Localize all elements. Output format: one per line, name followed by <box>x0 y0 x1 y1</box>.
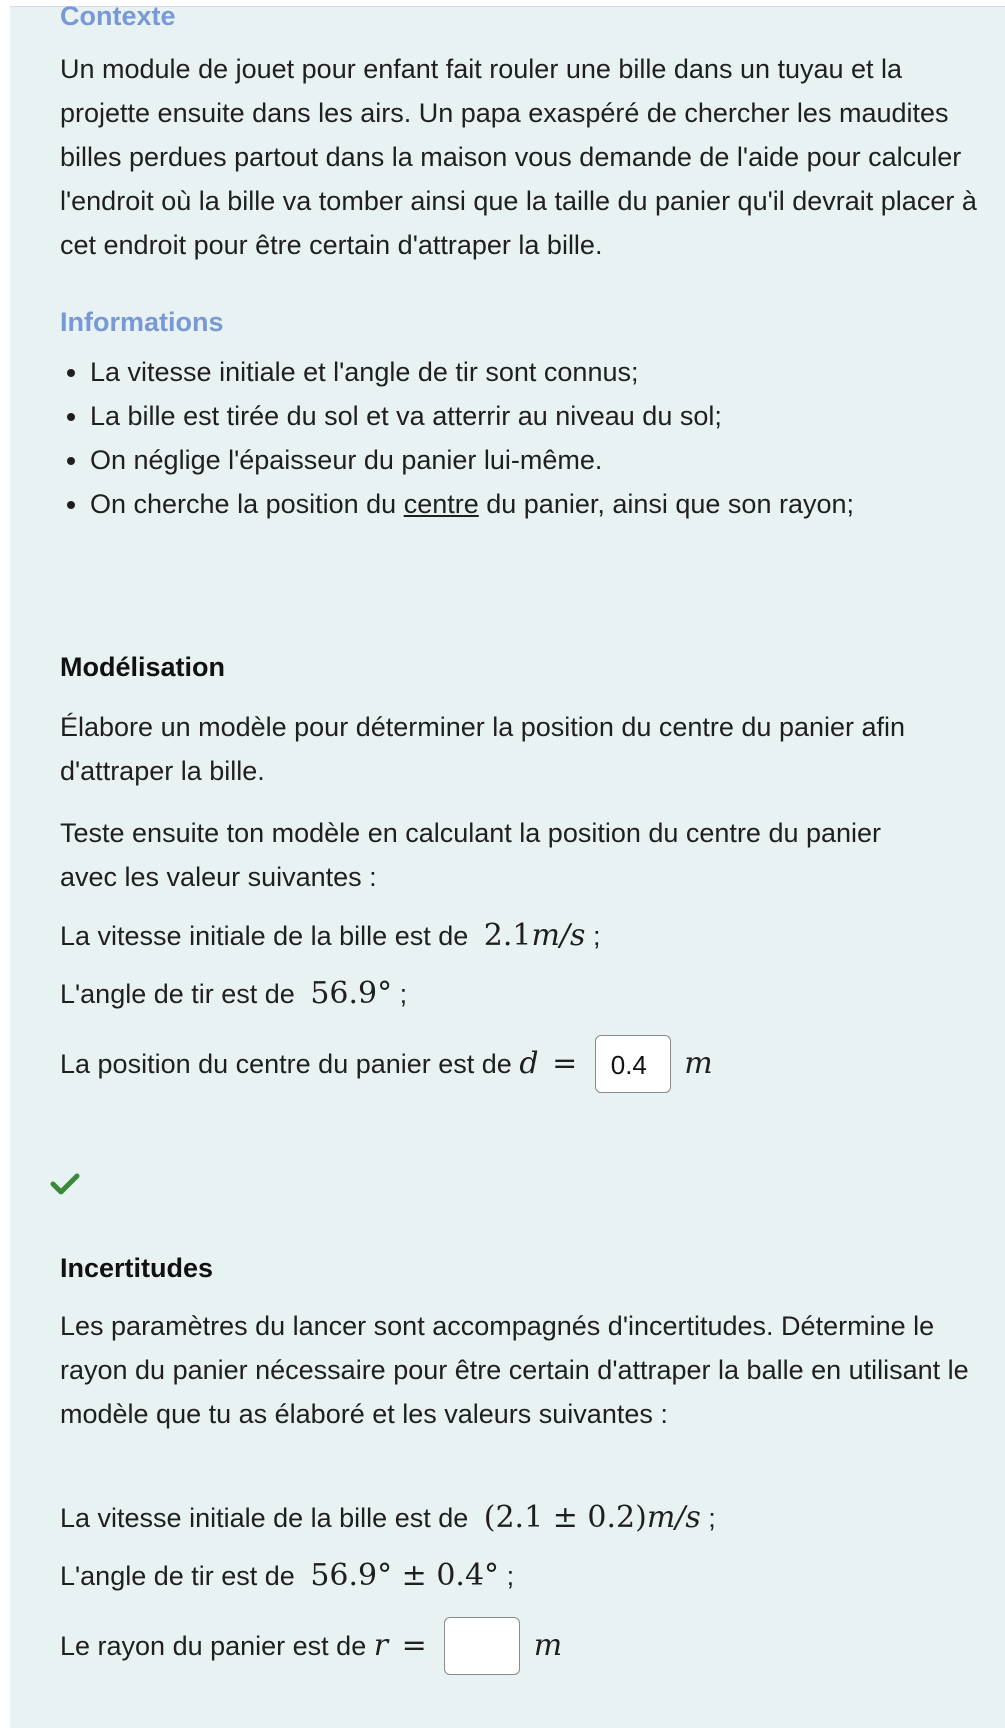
list-item-text: On cherche la position du <box>90 489 404 519</box>
speed-label: La vitesse initiale de la bille est de <box>60 921 469 951</box>
radius-unit: m <box>533 1627 563 1663</box>
uncertain-angle-line <box>60 1554 514 1598</box>
checkmark-icon <box>50 1172 80 1196</box>
context-heading: Contexte <box>60 1 176 31</box>
modelisation-paragraph-2: Teste ensuite ton modèle en calculant la position du centre du panier avec les valeur suivantes : <box>60 818 882 892</box>
incertitudes-heading: Incertitudes <box>60 1253 214 1283</box>
radius-line <box>60 1612 562 1676</box>
list-item-text: du panier, ainsi que son rayon; <box>478 489 855 519</box>
speed-value: 2.1 <box>483 918 532 953</box>
semicolon: ; <box>506 1561 515 1591</box>
context-text: Un module de jouet pour enfant fait rouler une bille dans un tuyau et la projette ensuite dans les airs. Un papa exaspéré de chercher les maudites billes perdues partout dans la maison vous demande de l'aide pour calculer l'endroit où la bille va tomber ainsi que la taille du panier qu'il devrait placer à cet endroit pour être certain d'attraper la bille. <box>60 54 977 260</box>
informations-list <box>10 350 1005 526</box>
question-panel <box>10 1 1005 1728</box>
radius-answer-input[interactable] <box>444 1617 520 1675</box>
informations-heading: Informations <box>60 307 224 337</box>
list-item: • On néglige l'épaisseur du panier lui-même. <box>90 438 1005 482</box>
list-item: • La bille est tirée du sol et va atterrir au niveau du sol; <box>90 394 1005 438</box>
position-variable: d <box>519 1045 539 1081</box>
speed-label: La vitesse initiale de la bille est de <box>60 1503 469 1533</box>
speed-line <box>60 914 600 958</box>
incertitudes-paragraph: Les paramètres du lancer sont accompagnés d'incertitudes. Détermine le rayon du panier nécessaire pour être certain d'attraper la balle en utilisant le modèle que tu as élaboré et les valeurs suivantes : <box>60 1311 969 1429</box>
list-item <box>90 482 890 526</box>
semicolon: ; <box>708 1503 716 1533</box>
position-line <box>60 1030 713 1094</box>
radius-label: Le rayon du panier est de <box>60 1630 367 1661</box>
speed-unit: m/s <box>531 918 586 953</box>
centre-emphasis: centre <box>403 489 479 519</box>
equals-sign: = <box>401 1627 427 1663</box>
list-item: • La vitesse initiale et l'angle de tir sont connus; <box>90 350 1005 394</box>
modelisation-paragraph-1: Élabore un modèle pour déterminer la position du centre du panier afin d'attraper la bille. <box>60 712 906 786</box>
uncertain-speed-line <box>60 1496 716 1540</box>
modelisation-heading: Modélisation <box>60 652 226 682</box>
position-answer-input[interactable]: 0.4 <box>595 1035 671 1093</box>
position-label: La position du centre du panier est de <box>60 1048 512 1079</box>
angle-line <box>60 972 407 1016</box>
semicolon: ; <box>399 979 408 1009</box>
angle-label: L'angle de tir est de <box>60 979 295 1009</box>
uncertain-angle-value: 56.9° ± 0.4° <box>310 1558 500 1593</box>
speed-unit: m/s <box>646 1500 701 1535</box>
angle-value: 56.9° <box>310 976 393 1011</box>
angle-label: L'angle de tir est de <box>60 1561 295 1591</box>
radius-variable: r <box>373 1627 389 1663</box>
equals-sign: = <box>552 1045 578 1081</box>
position-unit: m <box>684 1045 713 1081</box>
uncertain-speed-value: (2.1 ± 0.2) <box>483 1500 647 1535</box>
semicolon: ; <box>592 921 601 951</box>
